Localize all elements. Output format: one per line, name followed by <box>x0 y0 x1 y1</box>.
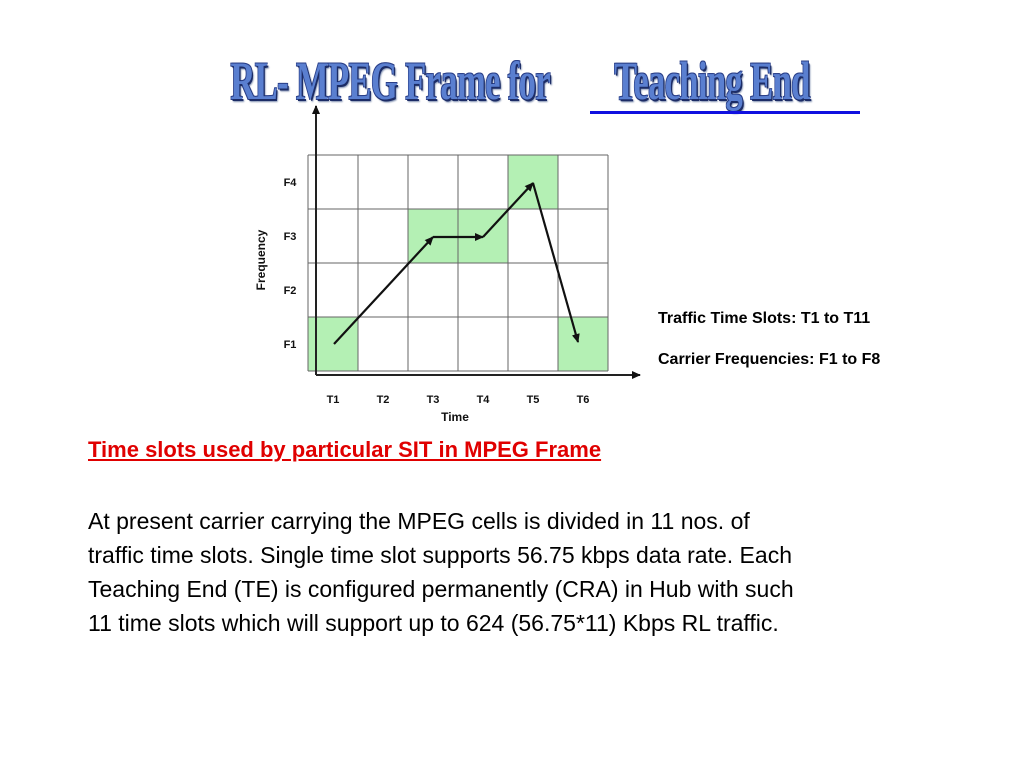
body-line: 11 time slots which will support up to 624 (56.75*11) Kbps RL traffic. <box>88 610 779 636</box>
body-paragraph <box>88 504 978 640</box>
slot-cell <box>508 263 558 317</box>
slot-cell <box>408 317 458 371</box>
frequency-label: F2 <box>283 285 297 297</box>
subheading: Time slots used by particular SIT in MPEG Frame <box>88 437 602 462</box>
frequency-time-diagram <box>240 100 660 430</box>
frequency-label: F1 <box>283 339 297 351</box>
time-label: T4 <box>476 394 490 406</box>
slot-cell <box>458 317 508 371</box>
slot-cell <box>508 209 558 263</box>
time-label: T2 <box>376 394 390 406</box>
body-line: Teaching End (TE) is configured permanently (CRA) in Hub with such <box>88 576 794 602</box>
frequency-label: F4 <box>283 177 297 189</box>
y-axis-label: Frequency <box>254 229 268 291</box>
note-time-slots: Traffic Time Slots: T1 to T11 <box>658 310 871 327</box>
slot-cell <box>408 263 458 317</box>
slot-cell <box>558 155 608 209</box>
slot-cell <box>508 317 558 371</box>
time-label: T5 <box>526 394 540 406</box>
slot-cell <box>358 209 408 263</box>
time-label: T6 <box>576 394 590 406</box>
slot-cell <box>558 209 608 263</box>
slot-cell <box>358 317 408 371</box>
slot-cell <box>458 263 508 317</box>
used-slot-cell <box>558 317 608 371</box>
body-line: At present carrier carrying the MPEG cells is divided in 11 nos. of <box>88 508 750 534</box>
frequency-label: F3 <box>283 231 297 243</box>
time-label: T1 <box>326 394 340 406</box>
note-carrier-frequencies: Carrier Frequencies: F1 to F8 <box>658 351 881 368</box>
slot-cell <box>458 155 508 209</box>
slot-cell <box>358 155 408 209</box>
time-label: T3 <box>426 394 440 406</box>
slot-cell <box>558 263 608 317</box>
body-line: traffic time slots. Single time slot supports 56.75 kbps data rate. Each <box>88 542 792 568</box>
x-axis-label: Time <box>441 410 469 424</box>
title-suffix: Teaching End <box>613 51 810 111</box>
slot-cell <box>408 155 458 209</box>
title-prefix: RL- MPEG Frame for <box>229 51 550 111</box>
